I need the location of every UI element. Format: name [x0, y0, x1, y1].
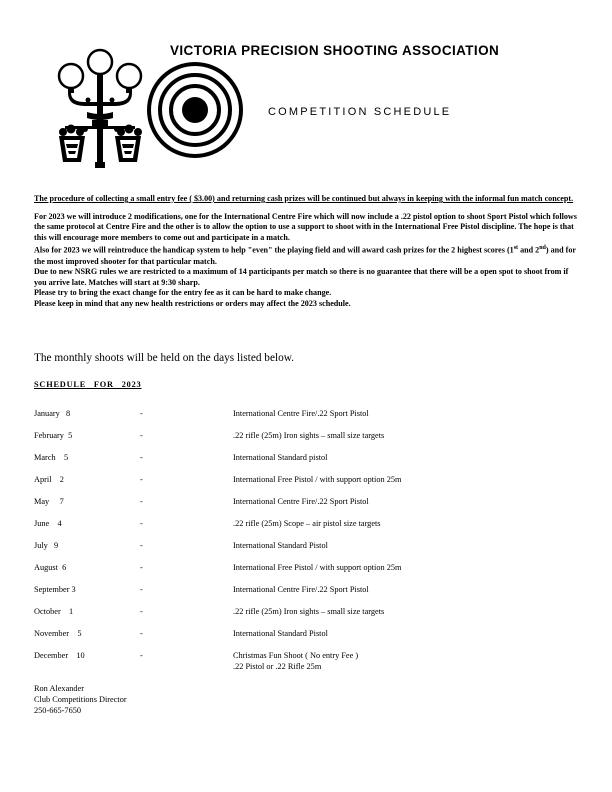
organization-name: VICTORIA PRECISION SHOOTING ASSOCIATION [170, 43, 500, 58]
schedule-dash: - [140, 651, 143, 660]
signature-block [34, 683, 127, 716]
schedule-row [0, 629, 612, 641]
schedule-event: International Free Pistol / with support option 25m [233, 475, 402, 484]
schedule-dash: - [140, 607, 143, 616]
note-nsrg-rules: Due to new NSRG rules we are restricted to a maximum of 14 participants per match so there is no guarantee that there will be a open spot to shoot from if you arrive late. Matches will start at 9:30 sharp. [34, 267, 569, 287]
schedule-dash: - [140, 475, 143, 484]
entry-fee-note: The procedure of collecting a small entry fee ( $3.00) and returning cash prizes will be continued but always in keeping with the informal fun match concept. [34, 194, 574, 203]
schedule-date: May 7 [34, 497, 64, 506]
note-health-restrictions: Please keep in mind that any new health restrictions or orders may affect the 2023 schedule. [34, 299, 351, 309]
schedule-event: .22 rifle (25m) Iron sights – small size targets [233, 607, 385, 616]
schedule-row [0, 409, 612, 421]
director-role: Club Competitions Director [34, 695, 127, 704]
schedule-row [0, 563, 612, 575]
schedule-row [0, 607, 612, 619]
schedule-date: February 5 [34, 431, 73, 440]
schedule-row [0, 497, 612, 509]
schedule-event: International Centre Fire/.22 Sport Pistol [233, 497, 369, 506]
schedule-event: International Centre Fire/.22 Sport Pistol [233, 409, 369, 418]
note-modifications: For 2023 we will introduce 2 modifications, one for the International Centre Fire which will now include a .22 pistol option to shoot Sport Pistol which follows the same protocol at Centre Fire and the other is to allow the option to use a support to shoot with in the International Free Pistol discipline. The hope is that this will encourage more members to come out and participate in a match. [34, 211, 577, 242]
schedule-event: International Standard Pistol [233, 629, 328, 638]
schedule-event: International Standard Pistol [233, 541, 328, 550]
schedule-dash: - [140, 409, 143, 418]
schedule-event: .22 rifle (25m) Iron sights – small size targets [233, 431, 385, 440]
notes-section [34, 194, 582, 310]
schedule-row [0, 585, 612, 597]
schedule-dash: - [140, 629, 143, 638]
schedule-row [0, 453, 612, 465]
schedule-date: September 3 [34, 585, 76, 594]
schedule-dash: - [140, 519, 143, 528]
schedule-event: International Free Pistol / with support option 25m [233, 563, 402, 572]
shooting-target-icon [145, 60, 245, 160]
schedule-date: June 4 [34, 519, 62, 528]
schedule-dash: - [140, 497, 143, 506]
lamp-post-logo [55, 40, 145, 170]
schedule-row [0, 541, 612, 553]
schedule-dash: - [140, 453, 143, 462]
schedule-date: October 1 [34, 607, 74, 616]
schedule-dash: - [140, 563, 143, 572]
note-handicap: Also for 2023 we will reintroduce the handicap system to help "even" the playing field and will award cash prizes for the 2 highest scores (1st and 2nd) and for the most improved shooter for that particular match. [34, 245, 576, 266]
schedule-dash: - [140, 541, 143, 550]
schedule-dash: - [140, 431, 143, 440]
schedule-event-line2: .22 Pistol or .22 Rifle 25m [233, 662, 322, 671]
schedule-row [0, 475, 612, 487]
schedule-event: .22 rifle (25m) Scope – air pistol size targets [233, 519, 381, 528]
schedule-date: April 2 [34, 475, 64, 484]
schedule-event: International Centre Fire/.22 Sport Pistol [233, 585, 369, 594]
schedule-event: International Standard pistol [233, 453, 328, 462]
schedule-row [0, 431, 612, 443]
schedule-date: December 10 [34, 651, 85, 660]
schedule-date: August 6 [34, 563, 67, 572]
director-name: Ron Alexander [34, 684, 84, 693]
schedule-date: January 8 [34, 409, 71, 418]
schedule-date: July 9 [34, 541, 59, 550]
schedule-dash: - [140, 585, 143, 594]
schedule-row [0, 519, 612, 531]
schedule-date: November 5 [34, 629, 82, 638]
schedule-heading: SCHEDULE FOR 2023 [34, 380, 142, 389]
competition-schedule-title: COMPETITION SCHEDULE [268, 106, 452, 118]
director-phone: 250-665-7650 [34, 706, 82, 715]
monthly-note: The monthly shoots will be held on the days listed below. [34, 352, 295, 364]
schedule-row [0, 651, 612, 671]
note-exact-change: Please try to bring the exact change for the entry fee as it can be hard to make change. [34, 288, 332, 298]
schedule-event: Christmas Fun Shoot ( No entry Fee ) [233, 651, 359, 660]
schedule-date: March 5 [34, 453, 69, 462]
